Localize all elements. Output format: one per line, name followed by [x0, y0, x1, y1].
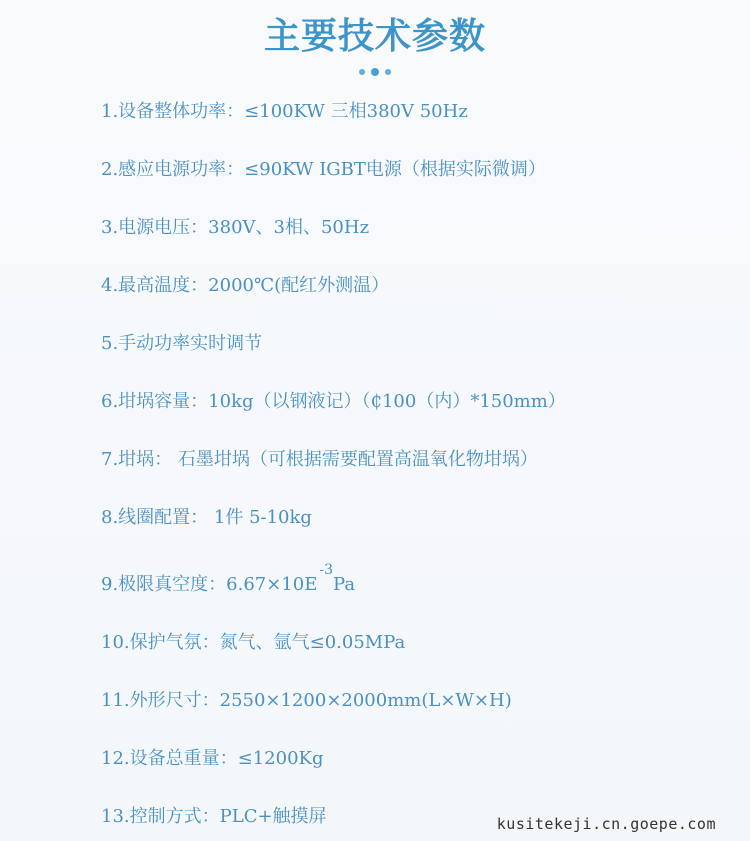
spec-item-induction-power: 2.感应电源功率：≤90KW IGBT电源（根据实际微调） — [101, 159, 546, 180]
decoration-dot — [385, 69, 391, 75]
spec-item-power-adjust: 5.手动功率实时调节 — [101, 333, 263, 354]
spec-item-weight: 12.设备总重量：≤1200Kg — [101, 748, 324, 769]
vacuum-exponent: -3 — [319, 562, 334, 578]
watermark-text: kusitekeji.cn.goepe.com — [496, 815, 716, 833]
spec-item-dimensions: 11.外形尺寸：2550×1200×2000mm(L×W×H) — [101, 690, 512, 711]
decoration-dot — [359, 69, 365, 75]
spec-item-crucible: 7.坩埚： 石墨坩埚（可根据需要配置高温氧化物坩埚） — [101, 449, 538, 470]
spec-item-vacuum — [101, 562, 356, 597]
spec-item-control: 13.控制方式：PLC+触摸屏 — [101, 806, 327, 827]
spec-item-coil: 8.线圈配置： 1件 5-10kg — [101, 507, 312, 528]
spec-item-crucible-capacity: 6.坩埚容量：10kg（以钢液记）（₵100（内）*150mm） — [101, 391, 566, 412]
spec-item-max-temperature: 4.最高温度：2000℃(配红外测温） — [101, 275, 390, 296]
spec-item-voltage: 3.电源电压：380V、3相、50Hz — [101, 217, 370, 238]
vacuum-unit: Pa — [333, 574, 356, 595]
spec-item-protective-gas: 10.保护气氛：氮气、氩气≤0.05MPa — [101, 632, 406, 653]
decoration-dot — [371, 68, 379, 76]
spec-item-power: 1.设备整体功率：≤100KW 三相380V 50Hz — [101, 101, 468, 122]
vacuum-prefix: 9.极限真空度：6.67×10E — [101, 574, 318, 595]
page-title: 主要技术参数 — [263, 16, 486, 57]
title-decoration-dots — [0, 68, 750, 76]
